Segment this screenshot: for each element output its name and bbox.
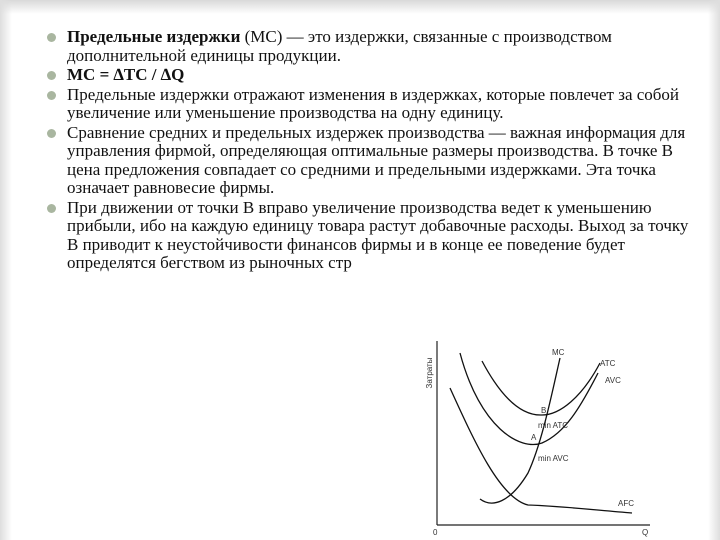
bullet-list [45, 28, 695, 273]
bullet-item [45, 66, 695, 85]
min-avc-label: min AVC [538, 454, 569, 463]
point-b-label: B [541, 406, 547, 415]
bullet-dot-icon [47, 129, 56, 138]
afc-label: AFC [618, 499, 634, 508]
bullet-item [45, 28, 695, 65]
x-axis-label: Q [642, 528, 649, 537]
min-atc-label: min ATC [538, 421, 569, 430]
bullet-item [45, 199, 695, 273]
bullet-text: (MC) — это издержки, связанные с производством дополнительной единицы продукции. [67, 27, 612, 65]
bullet-formula: MC = ∆TC / ∆Q [67, 65, 185, 84]
bullet-text: При движении от точки В вправо увеличение производства ведет к уменьшению прибыли, ибо на каждую единицу товара растут добавочные расходы. Выход за точку В приводит к неустойчивости финансов фирмы и в конце ее поведение будет определятся бегством из рыночных стр [67, 197, 689, 272]
cost-curves-diagram [420, 333, 660, 538]
point-a-label: A [531, 433, 537, 442]
bullet-dot-icon [47, 71, 56, 80]
bullet-dot-icon [47, 33, 56, 42]
slide-right-shadow [708, 0, 720, 540]
slide-left-shadow [0, 0, 12, 540]
bullet-dot-icon [47, 91, 56, 100]
y-axis-label: Затраты [425, 357, 434, 389]
bullet-text: Сравнение средних и предельных издержек производства — важная информация для управления фирмой, определяющая оптимальные размеры производства. В точке В цена предложения совпадает со средними и предельными издержками. Эта точка означает равновесие фирмы. [67, 122, 686, 197]
bullet-item [45, 86, 695, 123]
bullet-text: Предельные издержки отражают изменения в издержках, которые повлечет за собой увеличение или уменьшение производства на одну единицу. [67, 84, 680, 122]
origin-label: 0 [433, 528, 438, 537]
mc-label: MC [552, 348, 565, 357]
bullet-item [45, 124, 695, 198]
bullet-term: Предельные издержки [67, 27, 241, 46]
atc-label: ATC [600, 359, 616, 368]
avc-label: AVC [605, 376, 621, 385]
slide-text-area [45, 28, 695, 274]
bullet-dot-icon [47, 204, 56, 213]
slide-top-shadow [0, 0, 720, 14]
